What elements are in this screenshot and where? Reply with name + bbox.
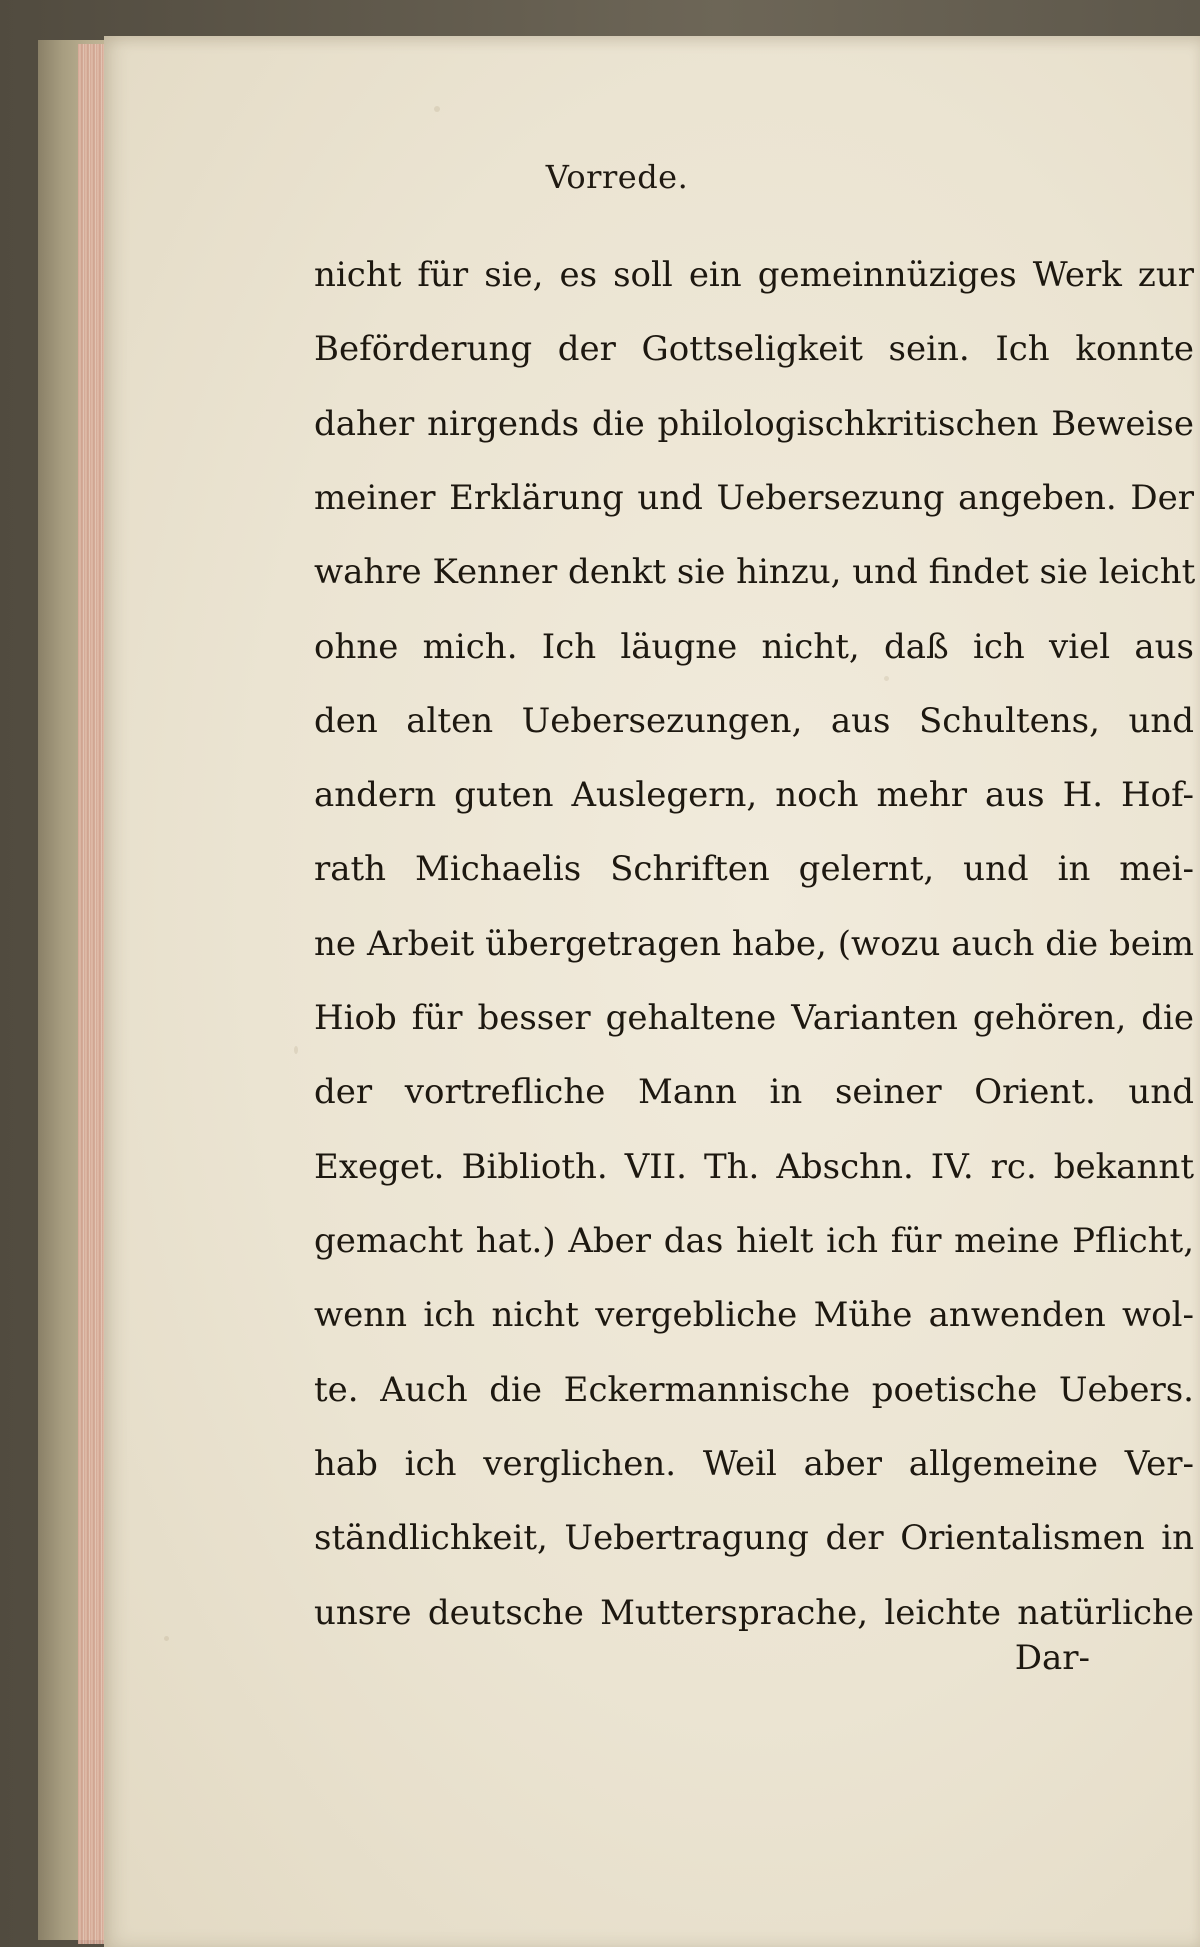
running-head: Vorrede.: [545, 158, 689, 196]
text-line: andern guten Auslegern, noch mehr aus H. Hof-: [314, 775, 1194, 815]
text-line: te. Auch die Eckermannische poetische Uebers.: [314, 1370, 1194, 1410]
foxing-spot: [164, 1636, 169, 1641]
text-line: ne Arbeit übergetragen habe, (wozu auch die beim: [314, 924, 1194, 964]
text-line: Hiob für besser gehaltene Varianten gehören, die: [314, 998, 1194, 1038]
text-line: rath Michaelis Schriften gelernt, und in mei-: [314, 849, 1194, 889]
text-line: hab ich verglichen. Weil aber allgemeine Ver-: [314, 1444, 1194, 1484]
catchword: Dar-: [1014, 1638, 1090, 1678]
text-line: unsre deutsche Muttersprache, leichte natürliche: [314, 1593, 1194, 1633]
text-line: wahre Kenner denkt sie hinzu, und findet sie leicht: [314, 552, 1196, 592]
text-line: wenn ich nicht vergebliche Mühe anwenden wol-: [314, 1295, 1194, 1335]
text-line: den alten Uebersezungen, aus Schultens, und: [314, 701, 1194, 741]
foxing-spot: [884, 676, 889, 681]
book-page: [104, 36, 1200, 1947]
text-line: Beförderung der Gottseligkeit sein. Ich konnte: [314, 329, 1194, 369]
foxing-spot: [294, 1046, 298, 1054]
text-line: ständlichkeit, Uebertragung der Orientalismen in: [314, 1518, 1194, 1558]
foxing-spot: [434, 106, 440, 112]
text-line: gemacht hat.) Aber das hielt ich für meine Pflicht,: [314, 1221, 1194, 1261]
text-line: meiner Erklärung und Uebersezung angeben. Der: [314, 478, 1194, 518]
text-line: Exeget. Biblioth. VII. Th. Abschn. IV. rc. bekannt: [314, 1147, 1194, 1187]
text-line: nicht für sie, es soll ein gemeinnüziges Werk zur: [314, 255, 1194, 295]
text-line: ohne mich. Ich läugne nicht, daß ich viel aus: [314, 627, 1194, 667]
text-line: daher nirgends die philologischkritischen Beweise: [314, 404, 1194, 444]
text-line: der vortrefliche Mann in seiner Orient. und: [314, 1072, 1194, 1112]
